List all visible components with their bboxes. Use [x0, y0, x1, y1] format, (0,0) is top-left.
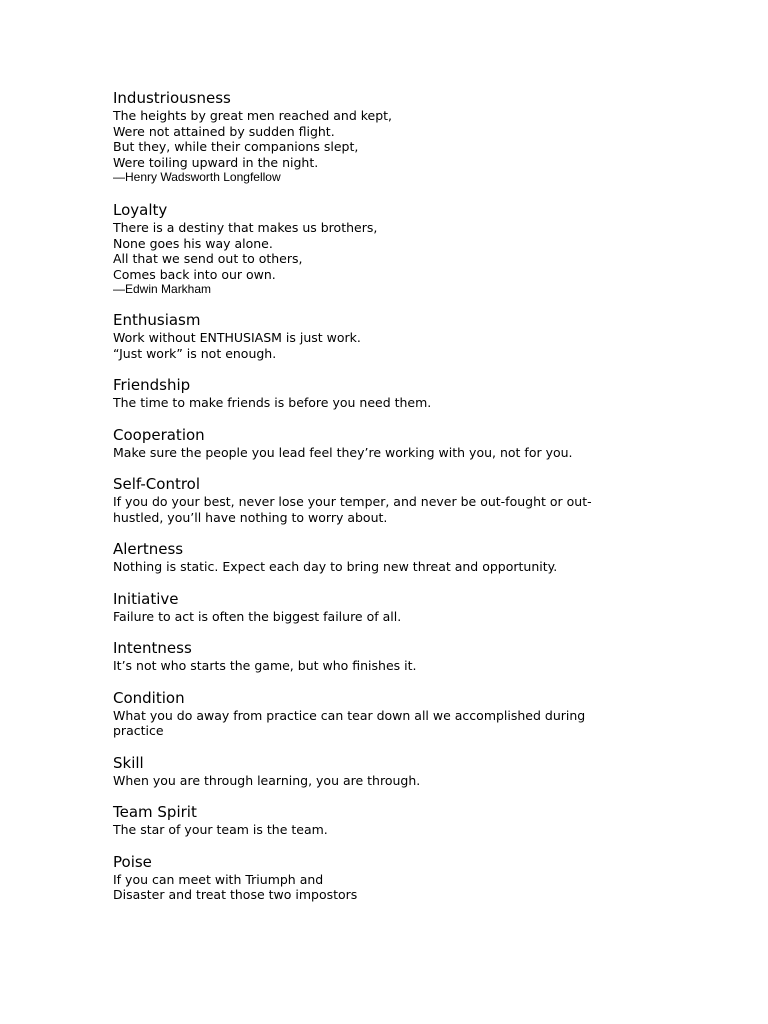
section-industriousness	[113, 88, 633, 184]
section-heading: Enthusiasm	[113, 311, 201, 329]
section-line: hustled, you’ll have nothing to worry about.	[113, 509, 388, 525]
section-line: The star of your team is the team.	[113, 822, 328, 837]
section-heading: Alertness	[113, 540, 184, 558]
section-line: Failure to act is often the biggest failure of all.	[113, 608, 402, 624]
section-line: But they, while their companions slept,	[113, 139, 359, 154]
section-heading: Initiative	[113, 589, 179, 608]
section-line: The time to make friends is before you need them.	[113, 395, 432, 410]
section-heading: Intentness	[113, 639, 192, 657]
section-line: There is a destiny that makes us brothers,	[113, 220, 378, 235]
section-line: Disaster and treat those two impostors	[113, 887, 358, 902]
section-friendship	[113, 375, 633, 411]
section-line: practice	[113, 723, 164, 738]
section-line: None goes his way alone.	[113, 235, 273, 251]
section-enthusiasm	[113, 310, 633, 361]
section-line: All that we send out to others,	[113, 251, 303, 266]
section-line: What you do away from practice can tear down all we accomplished during	[113, 707, 586, 723]
section-line: Nothing is static. Expect each day to bring new threat and opportunity.	[113, 559, 558, 574]
section-line: Were not attained by sudden flight.	[113, 123, 335, 139]
section-line: If you can meet with Triumph and	[113, 871, 324, 887]
section-heading: Friendship	[113, 376, 191, 394]
section-heading: Team Spirit	[113, 803, 197, 821]
section-self-control	[113, 474, 633, 525]
section-team-spirit	[113, 802, 633, 838]
section-alertness	[113, 539, 633, 575]
section-line: Comes back into our own.	[113, 266, 276, 282]
section-line: It’s not who starts the game, but who finishes it.	[113, 658, 417, 673]
section-cooperation	[113, 425, 633, 461]
section-heading: Poise	[113, 852, 152, 871]
section-heading: Loyalty	[113, 201, 168, 219]
section-skill	[113, 753, 633, 789]
section-line: Make sure the people you lead feel they’re working with you, not for you.	[113, 444, 573, 460]
document-page	[113, 88, 633, 903]
section-poise	[113, 852, 633, 903]
section-intentness	[113, 638, 633, 674]
section-heading: Self-Control	[113, 475, 201, 493]
section-heading: Skill	[113, 753, 144, 772]
section-line: The heights by great men reached and kept,	[113, 108, 393, 123]
section-line: Were toiling upward in the night.	[113, 154, 319, 170]
section-loyalty	[113, 200, 633, 296]
section-initiative	[113, 589, 633, 625]
section-line: Work without ENTHUSIASM is just work.	[113, 330, 361, 345]
section-line: When you are through learning, you are through.	[113, 772, 421, 788]
section-heading: Industriousness	[113, 89, 231, 107]
section-heading: Condition	[113, 688, 185, 707]
section-condition	[113, 688, 633, 739]
section-attribution: —Henry Wadsworth Longfellow	[113, 170, 281, 184]
section-line: If you do your best, never lose your temper, and never be out-fought or out-	[113, 494, 592, 509]
section-line: “Just work” is not enough.	[113, 345, 277, 361]
section-heading: Cooperation	[113, 425, 205, 444]
section-attribution: —Edwin Markham	[113, 282, 212, 296]
